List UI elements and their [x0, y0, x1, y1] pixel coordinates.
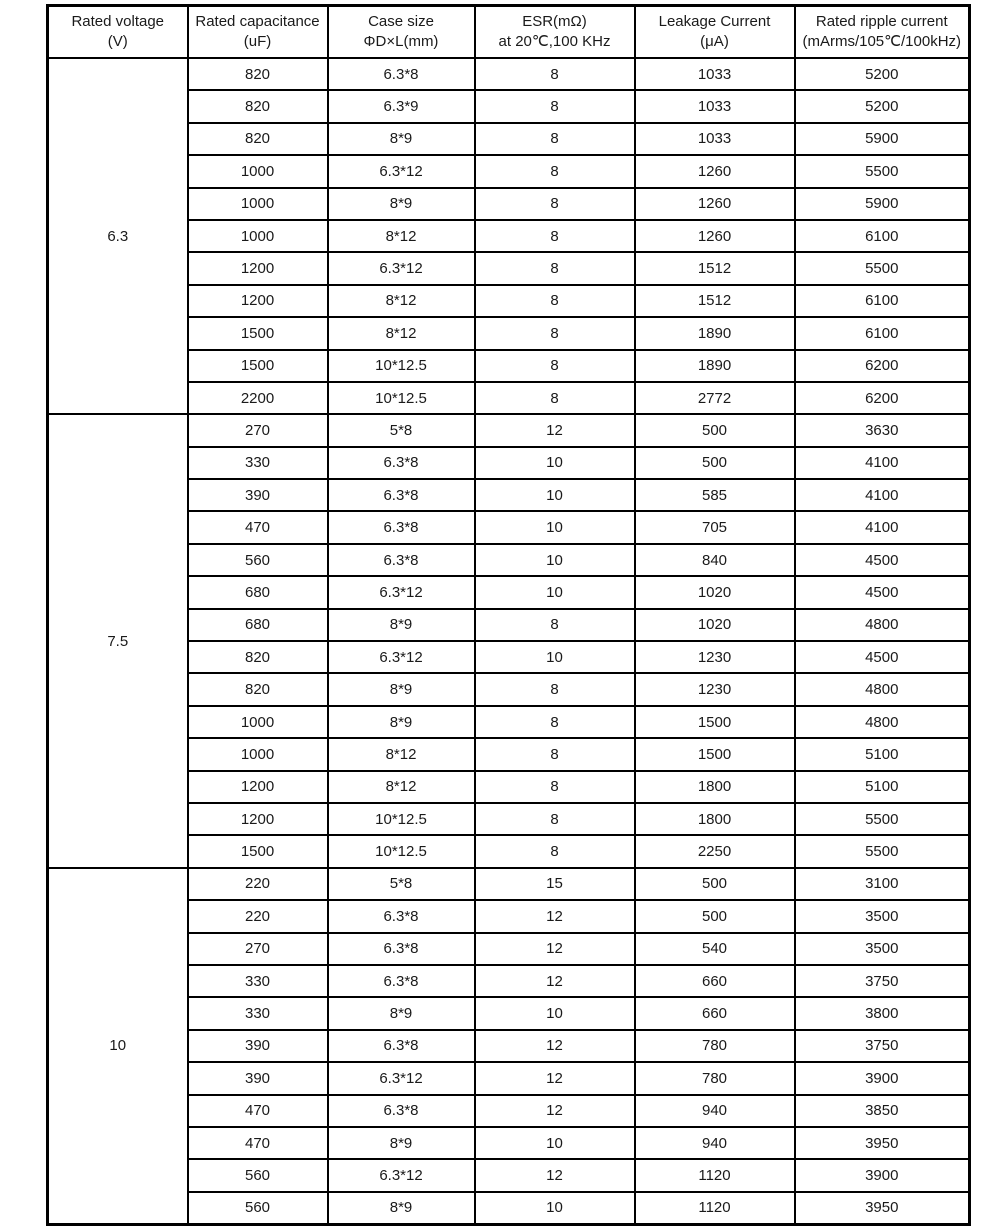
ripple-current-cell: 5900	[795, 123, 970, 155]
case-size-cell: 10*12.5	[328, 835, 475, 867]
esr-cell: 8	[475, 835, 635, 867]
leakage-current-cell: 1020	[635, 609, 795, 641]
esr-cell: 12	[475, 1030, 635, 1062]
leakage-current-cell: 1500	[635, 706, 795, 738]
leakage-current-cell: 1033	[635, 58, 795, 90]
header-line1: Rated ripple current	[815, 13, 948, 30]
esr-cell: 12	[475, 1095, 635, 1127]
esr-cell: 10	[475, 641, 635, 673]
capacitance-cell: 820	[188, 641, 328, 673]
esr-cell: 8	[475, 771, 635, 803]
capacitance-cell: 390	[188, 479, 328, 511]
capacitance-cell: 220	[188, 868, 328, 900]
esr-cell: 8	[475, 123, 635, 155]
case-size-cell: 8*9	[328, 609, 475, 641]
case-size-cell: 6.3*8	[328, 1095, 475, 1127]
esr-cell: 12	[475, 900, 635, 932]
case-size-cell: 6.3*12	[328, 252, 475, 284]
ripple-current-cell: 5500	[795, 252, 970, 284]
case-size-cell: 8*9	[328, 188, 475, 220]
leakage-current-cell: 585	[635, 479, 795, 511]
capacitance-cell: 330	[188, 965, 328, 997]
header-line1: Rated voltage	[71, 13, 165, 30]
capacitance-cell: 1000	[188, 738, 328, 770]
leakage-current-cell: 1512	[635, 285, 795, 317]
header-leakage-current	[635, 6, 795, 59]
header-line1: Leakage Current	[658, 13, 771, 30]
leakage-current-cell: 705	[635, 511, 795, 543]
ripple-current-cell: 5500	[795, 803, 970, 835]
case-size-cell: 6.3*8	[328, 900, 475, 932]
capacitance-cell: 820	[188, 123, 328, 155]
case-size-cell: 10*12.5	[328, 803, 475, 835]
header-rated-voltage	[48, 6, 188, 59]
capacitance-cell: 820	[188, 90, 328, 122]
leakage-current-cell: 1500	[635, 738, 795, 770]
case-size-cell: 8*9	[328, 997, 475, 1029]
capacitance-cell: 1500	[188, 317, 328, 349]
ripple-current-cell: 3900	[795, 1062, 970, 1094]
case-size-cell: 5*8	[328, 414, 475, 446]
capacitance-cell: 1000	[188, 188, 328, 220]
case-size-cell: 8*9	[328, 673, 475, 705]
case-size-cell: 6.3*8	[328, 544, 475, 576]
esr-cell: 8	[475, 285, 635, 317]
header-rated-ripple-current	[795, 6, 970, 59]
ripple-current-cell: 3500	[795, 933, 970, 965]
ripple-current-cell: 6100	[795, 285, 970, 317]
header-esr	[475, 6, 635, 59]
header-line2: ΦD×L(mm)	[363, 33, 439, 50]
leakage-current-cell: 500	[635, 900, 795, 932]
case-size-cell: 8*12	[328, 220, 475, 252]
ripple-current-cell: 4500	[795, 641, 970, 673]
table-header	[48, 6, 970, 59]
esr-cell: 8	[475, 252, 635, 284]
rated-voltage-cell: 7.5	[48, 414, 188, 867]
header-rated-capacitance	[188, 6, 328, 59]
case-size-cell: 6.3*8	[328, 511, 475, 543]
capacitance-cell: 820	[188, 58, 328, 90]
leakage-current-cell: 780	[635, 1062, 795, 1094]
case-size-cell: 8*9	[328, 706, 475, 738]
header-line2: (uF)	[243, 33, 272, 50]
leakage-current-cell: 940	[635, 1095, 795, 1127]
ripple-current-cell: 5200	[795, 90, 970, 122]
table-row	[48, 868, 970, 900]
capacitance-cell: 1500	[188, 835, 328, 867]
ripple-current-cell: 4100	[795, 479, 970, 511]
capacitance-cell: 470	[188, 511, 328, 543]
esr-cell: 8	[475, 155, 635, 187]
esr-cell: 8	[475, 673, 635, 705]
case-size-cell: 6.3*9	[328, 90, 475, 122]
ripple-current-cell: 6200	[795, 350, 970, 382]
esr-cell: 10	[475, 1127, 635, 1159]
ripple-current-cell: 3850	[795, 1095, 970, 1127]
ripple-current-cell: 5500	[795, 155, 970, 187]
case-size-cell: 6.3*8	[328, 447, 475, 479]
capacitance-cell: 270	[188, 933, 328, 965]
header-line1: Case size	[368, 13, 434, 30]
leakage-current-cell: 500	[635, 868, 795, 900]
esr-cell: 8	[475, 738, 635, 770]
esr-cell: 10	[475, 1192, 635, 1225]
case-size-cell: 8*12	[328, 317, 475, 349]
case-size-cell: 6.3*12	[328, 1159, 475, 1191]
esr-cell: 8	[475, 58, 635, 90]
ripple-current-cell: 3750	[795, 965, 970, 997]
leakage-current-cell: 1230	[635, 641, 795, 673]
leakage-current-cell: 1260	[635, 155, 795, 187]
header-line2: (V)	[107, 33, 128, 50]
capacitance-cell: 390	[188, 1062, 328, 1094]
case-size-cell: 8*12	[328, 285, 475, 317]
esr-cell: 8	[475, 220, 635, 252]
ripple-current-cell: 4500	[795, 576, 970, 608]
header-line2: (μA)	[700, 33, 729, 50]
case-size-cell: 6.3*8	[328, 933, 475, 965]
ripple-current-cell: 5200	[795, 58, 970, 90]
esr-cell: 12	[475, 933, 635, 965]
esr-cell: 8	[475, 317, 635, 349]
ripple-current-cell: 6200	[795, 382, 970, 414]
ripple-current-cell: 3950	[795, 1127, 970, 1159]
header-line2: at 20℃,100 KHz	[498, 33, 611, 50]
case-size-cell: 8*12	[328, 771, 475, 803]
capacitance-cell: 390	[188, 1030, 328, 1062]
capacitance-cell: 2200	[188, 382, 328, 414]
leakage-current-cell: 1260	[635, 220, 795, 252]
esr-cell: 8	[475, 350, 635, 382]
capacitance-cell: 680	[188, 576, 328, 608]
table-row	[48, 58, 970, 90]
capacitance-cell: 470	[188, 1095, 328, 1127]
ripple-current-cell: 5100	[795, 771, 970, 803]
case-size-cell: 6.3*12	[328, 1062, 475, 1094]
ripple-current-cell: 3100	[795, 868, 970, 900]
esr-cell: 8	[475, 803, 635, 835]
ripple-current-cell: 4800	[795, 673, 970, 705]
ripple-current-cell: 3900	[795, 1159, 970, 1191]
table-body	[48, 58, 970, 1225]
ripple-current-cell: 3500	[795, 900, 970, 932]
capacitance-cell: 1200	[188, 252, 328, 284]
case-size-cell: 6.3*8	[328, 965, 475, 997]
capacitance-cell: 560	[188, 1159, 328, 1191]
esr-cell: 8	[475, 188, 635, 220]
esr-cell: 10	[475, 576, 635, 608]
capacitance-cell: 560	[188, 544, 328, 576]
leakage-current-cell: 1512	[635, 252, 795, 284]
leakage-current-cell: 1800	[635, 803, 795, 835]
leakage-current-cell: 780	[635, 1030, 795, 1062]
capacitance-cell: 680	[188, 609, 328, 641]
header-case-size	[328, 6, 475, 59]
capacitance-cell: 1200	[188, 771, 328, 803]
ripple-current-cell: 3750	[795, 1030, 970, 1062]
capacitance-cell: 1000	[188, 220, 328, 252]
case-size-cell: 6.3*8	[328, 479, 475, 511]
leakage-current-cell: 1890	[635, 350, 795, 382]
ripple-current-cell: 5100	[795, 738, 970, 770]
esr-cell: 15	[475, 868, 635, 900]
case-size-cell: 6.3*8	[328, 1030, 475, 1062]
capacitance-cell: 820	[188, 673, 328, 705]
esr-cell: 10	[475, 544, 635, 576]
ripple-current-cell: 6100	[795, 317, 970, 349]
table-row	[48, 414, 970, 446]
ripple-current-cell: 3950	[795, 1192, 970, 1225]
ripple-current-cell: 6100	[795, 220, 970, 252]
esr-cell: 10	[475, 479, 635, 511]
capacitance-cell: 560	[188, 1192, 328, 1225]
leakage-current-cell: 1890	[635, 317, 795, 349]
capacitor-spec-table	[46, 4, 971, 1226]
capacitance-cell: 1500	[188, 350, 328, 382]
capacitance-cell: 330	[188, 997, 328, 1029]
leakage-current-cell: 1260	[635, 188, 795, 220]
case-size-cell: 6.3*12	[328, 641, 475, 673]
leakage-current-cell: 2772	[635, 382, 795, 414]
leakage-current-cell: 1020	[635, 576, 795, 608]
esr-cell: 10	[475, 447, 635, 479]
header-line2: (mArms/105℃/100kHz)	[802, 33, 962, 50]
capacitance-cell: 270	[188, 414, 328, 446]
header-line1: ESR(mΩ)	[522, 13, 587, 30]
esr-cell: 8	[475, 382, 635, 414]
case-size-cell: 5*8	[328, 868, 475, 900]
esr-cell: 10	[475, 511, 635, 543]
esr-cell: 12	[475, 1062, 635, 1094]
leakage-current-cell: 500	[635, 414, 795, 446]
ripple-current-cell: 5500	[795, 835, 970, 867]
case-size-cell: 8*9	[328, 1127, 475, 1159]
capacitance-cell: 470	[188, 1127, 328, 1159]
case-size-cell: 10*12.5	[328, 350, 475, 382]
ripple-current-cell: 4800	[795, 706, 970, 738]
ripple-current-cell: 4800	[795, 609, 970, 641]
leakage-current-cell: 1800	[635, 771, 795, 803]
esr-cell: 12	[475, 414, 635, 446]
leakage-current-cell: 2250	[635, 835, 795, 867]
capacitance-cell: 1000	[188, 155, 328, 187]
leakage-current-cell: 660	[635, 965, 795, 997]
case-size-cell: 6.3*12	[328, 576, 475, 608]
esr-cell: 10	[475, 997, 635, 1029]
leakage-current-cell: 540	[635, 933, 795, 965]
capacitance-cell: 1200	[188, 803, 328, 835]
leakage-current-cell: 940	[635, 1127, 795, 1159]
ripple-current-cell: 4100	[795, 447, 970, 479]
ripple-current-cell: 4100	[795, 511, 970, 543]
header-row	[48, 6, 970, 59]
leakage-current-cell: 1230	[635, 673, 795, 705]
esr-cell: 12	[475, 1159, 635, 1191]
esr-cell: 8	[475, 90, 635, 122]
capacitance-cell: 1200	[188, 285, 328, 317]
case-size-cell: 6.3*8	[328, 58, 475, 90]
leakage-current-cell: 1120	[635, 1159, 795, 1191]
leakage-current-cell: 1033	[635, 90, 795, 122]
leakage-current-cell: 660	[635, 997, 795, 1029]
case-size-cell: 8*12	[328, 738, 475, 770]
case-size-cell: 10*12.5	[328, 382, 475, 414]
capacitance-cell: 330	[188, 447, 328, 479]
ripple-current-cell: 3630	[795, 414, 970, 446]
leakage-current-cell: 840	[635, 544, 795, 576]
esr-cell: 8	[475, 706, 635, 738]
rated-voltage-cell: 6.3	[48, 58, 188, 414]
leakage-current-cell: 1120	[635, 1192, 795, 1225]
case-size-cell: 8*9	[328, 123, 475, 155]
capacitance-cell: 220	[188, 900, 328, 932]
leakage-current-cell: 1033	[635, 123, 795, 155]
esr-cell: 8	[475, 609, 635, 641]
esr-cell: 12	[475, 965, 635, 997]
ripple-current-cell: 4500	[795, 544, 970, 576]
ripple-current-cell: 5900	[795, 188, 970, 220]
leakage-current-cell: 500	[635, 447, 795, 479]
capacitance-cell: 1000	[188, 706, 328, 738]
case-size-cell: 6.3*12	[328, 155, 475, 187]
rated-voltage-cell: 10	[48, 868, 188, 1225]
case-size-cell: 8*9	[328, 1192, 475, 1225]
header-line1: Rated capacitance	[195, 13, 320, 30]
ripple-current-cell: 3800	[795, 997, 970, 1029]
